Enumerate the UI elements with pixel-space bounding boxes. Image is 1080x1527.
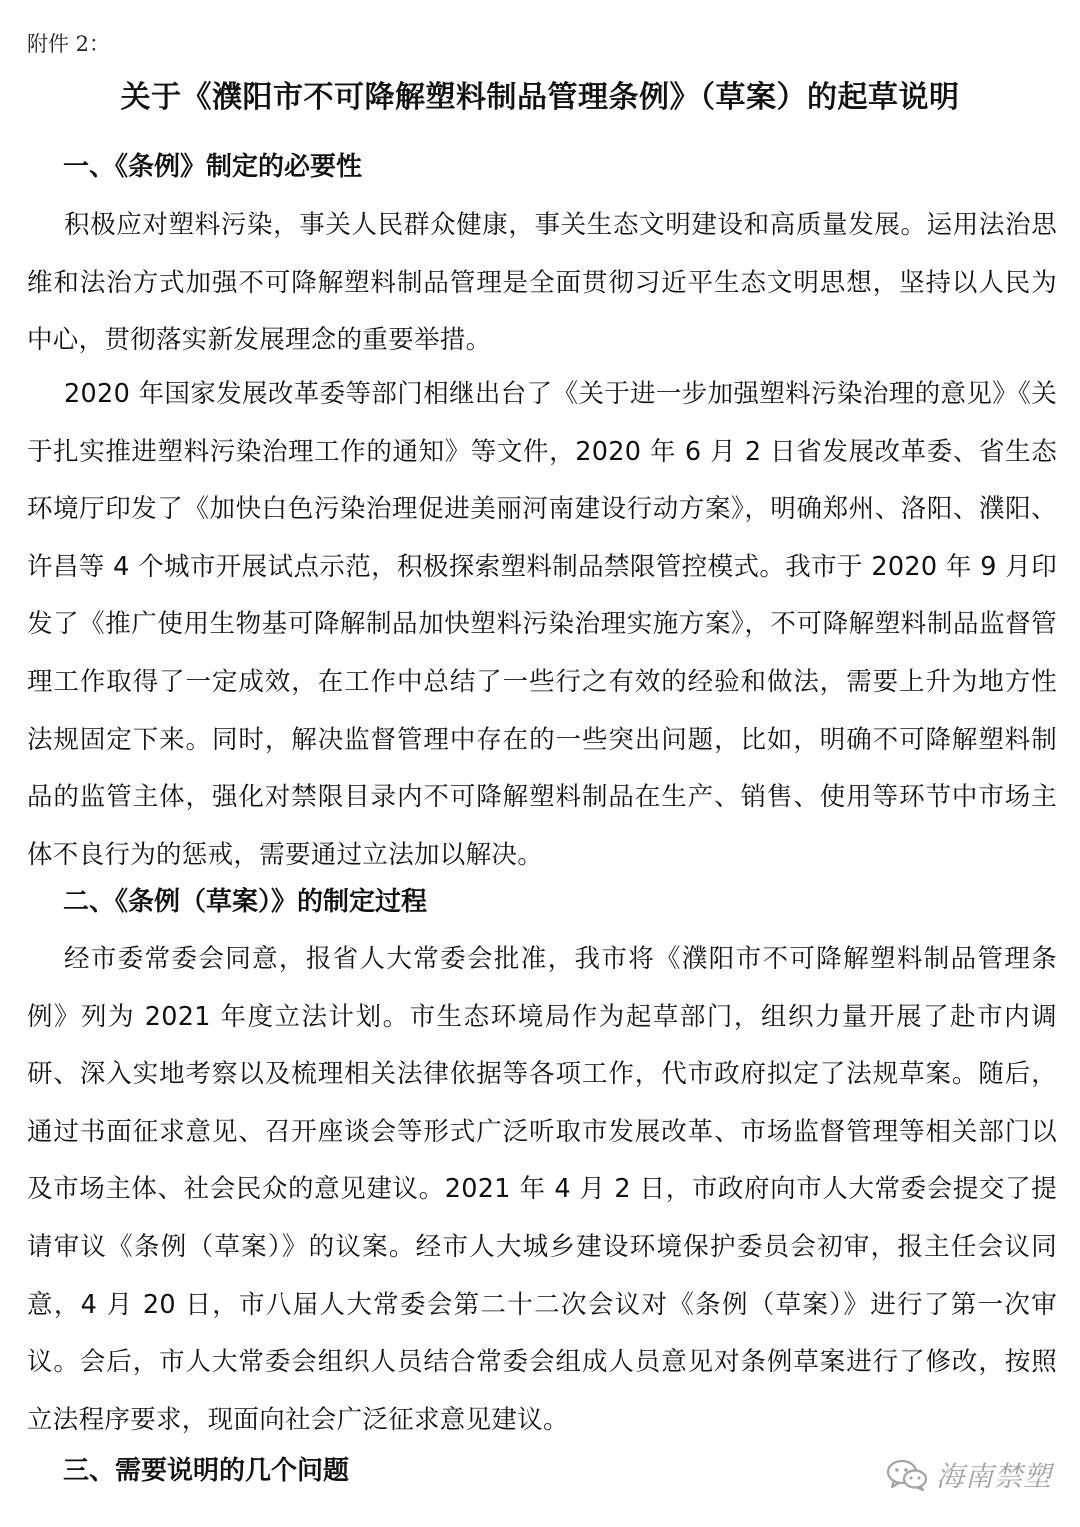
section-heading-2: 二、《条例（草案）》的制定过程 — [63, 887, 428, 917]
section-1-paragraph-1: 积极应对塑料污染，事关人民群众健康，事关生态文明建设和高质量发展。运用法治思维和法治方式加强不可降解塑料制品管理是全面贯彻习近平生态文明思想，坚持以人民为中心，贯彻落实新发展理念的重要举措。 — [27, 210, 1057, 356]
section-1-paragraph-2: 2020 年国家发展改革委等部门相继出台了《关于进一步加强塑料污染治理的意见》《关于扎实推进塑料污染治理工作的通知》等文件，2020 年 6 月 2 日省发展改革委、省生态环境厅印发了《加快白色污染治理促进美丽河南建设行动方案》，明确郑州、洛阳、濮阳、许昌等 4 个城市开展试点示范，积极探索塑料制品禁限管控模式。我市于 2020 年 9 月印发了《推广使用生物基可降解制品加快塑料污染治理实施方案》，不可降解塑料制品监督管理工作取得了一定成效，在工作中总结了一些行之有效的经验和做法，需要上升为地方性法规固定下来。同时，解决监督管理中存在的一些突出问题，比如，明确不可降解塑料制品的监管主体，强化对禁限目录内不可降解塑料制品在生产、销售、使用等环节中市场主体不良行为的惩戒，需要通过立法加以解决。 — [27, 379, 1057, 870]
section-heading-1: 一、《条例》制定的必要性 — [63, 152, 363, 182]
section-2-paragraph-1: 经市委常委会同意，报省人大常委会批准，我市将《濮阳市不可降解塑料制品管理条例》列为 2021 年度立法计划。市生态环境局作为起草部门，组织力量开展了赴市内调研、深入实地考察以及梳理相关法律依据等各项工作，代市政府拟定了法规草案。随后，通过书面征求意见、召开座谈会等形式广泛听取市发展改革、市场监督管理等相关部门以及市场主体、社会民众的意见建议。2021 年 4 月 2 日，市政府向市人大常委会提交了提请审议《条例（草案）》的议案。经市人大城乡建设环境保护委员会初审，报主任会议同意，4 月 20 日，市八届人大常委会第二十二次会议对《条例（草案）》进行了第一次审议。会后，市人大常委会组织人员结合常委会组成人员意见对条例草案进行了修改，按照立法程序要求，现面向社会广泛征求意见建议。 — [27, 944, 1057, 1435]
section-heading-3: 三、需要说明的几个问题 — [63, 1456, 350, 1486]
watermark-text: 海南禁塑 — [935, 1460, 1052, 1493]
document-title: 关于《濮阳市不可降解塑料制品管理条例》（草案）的起草说明 — [120, 80, 960, 115]
wechat-icon — [886, 1459, 928, 1491]
watermark — [886, 1455, 1052, 1495]
attachment-label: 附件 2： — [27, 32, 111, 56]
